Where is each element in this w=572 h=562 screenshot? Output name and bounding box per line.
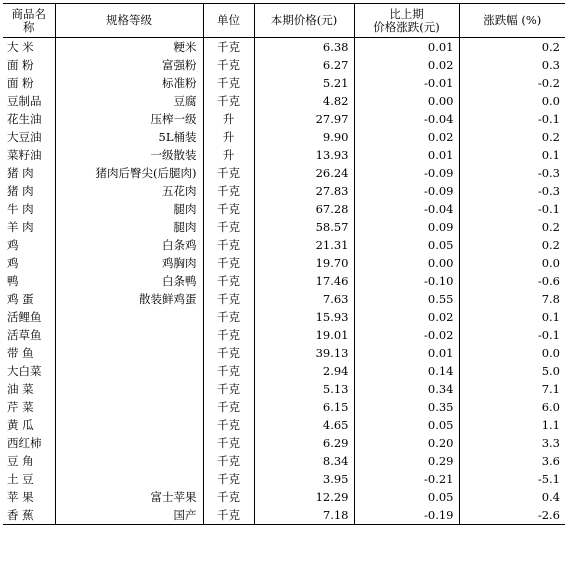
cell-pct: 0.0 bbox=[459, 344, 565, 362]
cell-change: 0.01 bbox=[354, 146, 459, 164]
cell-pct: 0.2 bbox=[459, 218, 565, 236]
cell-change: 0.02 bbox=[354, 128, 459, 146]
cell-spec bbox=[55, 416, 203, 434]
cell-change: -0.10 bbox=[354, 272, 459, 290]
cell-price: 4.65 bbox=[254, 416, 354, 434]
cell-spec: 猪肉后臀尖(后腿肉) bbox=[55, 164, 203, 182]
cell-unit: 千克 bbox=[203, 74, 254, 92]
cell-pct: 5.0 bbox=[459, 362, 565, 380]
header-change-line2: 价格涨跌(元) bbox=[373, 19, 440, 34]
cell-price: 5.13 bbox=[254, 380, 354, 398]
table-row bbox=[3, 290, 565, 308]
cell-change: 0.05 bbox=[354, 488, 459, 506]
cell-unit: 升 bbox=[203, 128, 254, 146]
cell-spec: 5L桶装 bbox=[55, 128, 203, 146]
cell-change: 0.00 bbox=[354, 92, 459, 110]
cell-price: 9.90 bbox=[254, 128, 354, 146]
price-table bbox=[3, 3, 565, 525]
cell-price: 12.29 bbox=[254, 488, 354, 506]
cell-pct: -0.1 bbox=[459, 326, 565, 344]
table-row bbox=[3, 110, 565, 128]
cell-spec bbox=[55, 470, 203, 488]
cell-price: 58.57 bbox=[254, 218, 354, 236]
cell-price: 6.38 bbox=[254, 38, 354, 57]
cell-name: 牛 肉 bbox=[7, 202, 34, 216]
table-row bbox=[3, 362, 565, 380]
table-row bbox=[3, 38, 565, 57]
cell-pct: -0.2 bbox=[459, 74, 565, 92]
table-row bbox=[3, 146, 565, 164]
cell-price: 3.95 bbox=[254, 470, 354, 488]
cell-unit: 千克 bbox=[203, 452, 254, 470]
cell-pct: -0.3 bbox=[459, 182, 565, 200]
header-spec: 规格等级 bbox=[55, 4, 203, 38]
cell-unit: 千克 bbox=[203, 308, 254, 326]
cell-pct: 0.2 bbox=[459, 128, 565, 146]
cell-change: -0.09 bbox=[354, 164, 459, 182]
cell-spec: 国产 bbox=[55, 506, 203, 525]
cell-price: 17.46 bbox=[254, 272, 354, 290]
cell-change: 0.34 bbox=[354, 380, 459, 398]
cell-spec: 腿肉 bbox=[55, 218, 203, 236]
cell-change: 0.29 bbox=[354, 452, 459, 470]
table-row bbox=[3, 506, 565, 525]
cell-name: 鸡 bbox=[7, 238, 19, 252]
cell-pct: 7.8 bbox=[459, 290, 565, 308]
cell-spec bbox=[55, 326, 203, 344]
cell-change: -0.04 bbox=[354, 200, 459, 218]
cell-change: -0.02 bbox=[354, 326, 459, 344]
cell-name: 豆制品 bbox=[7, 94, 42, 108]
table-row bbox=[3, 164, 565, 182]
cell-change: -0.19 bbox=[354, 506, 459, 525]
cell-name: 鸭 bbox=[7, 274, 19, 288]
header-change-line1: 比上期 bbox=[389, 6, 424, 21]
table-row bbox=[3, 236, 565, 254]
cell-price: 13.93 bbox=[254, 146, 354, 164]
cell-unit: 升 bbox=[203, 110, 254, 128]
cell-price: 67.28 bbox=[254, 200, 354, 218]
cell-price: 6.29 bbox=[254, 434, 354, 452]
cell-change: -0.01 bbox=[354, 74, 459, 92]
cell-pct: 0.4 bbox=[459, 488, 565, 506]
table-row bbox=[3, 380, 565, 398]
cell-pct: 0.1 bbox=[459, 146, 565, 164]
cell-name: 猪 肉 bbox=[7, 166, 34, 180]
cell-name: 油 菜 bbox=[7, 382, 34, 396]
table-row bbox=[3, 92, 565, 110]
cell-change: 0.02 bbox=[354, 308, 459, 326]
cell-pct: 1.1 bbox=[459, 416, 565, 434]
cell-spec: 富士苹果 bbox=[55, 488, 203, 506]
cell-price: 15.93 bbox=[254, 308, 354, 326]
cell-spec: 豆腐 bbox=[55, 92, 203, 110]
cell-unit: 千克 bbox=[203, 326, 254, 344]
cell-unit: 千克 bbox=[203, 470, 254, 488]
cell-spec: 压榨一级 bbox=[55, 110, 203, 128]
cell-name: 大 米 bbox=[7, 40, 34, 54]
table-row bbox=[3, 398, 565, 416]
cell-pct: -0.3 bbox=[459, 164, 565, 182]
cell-unit: 千克 bbox=[203, 416, 254, 434]
cell-spec: 一级散装 bbox=[55, 146, 203, 164]
cell-price: 27.83 bbox=[254, 182, 354, 200]
cell-price: 26.24 bbox=[254, 164, 354, 182]
cell-pct: 0.2 bbox=[459, 236, 565, 254]
cell-price: 19.01 bbox=[254, 326, 354, 344]
cell-spec: 腿肉 bbox=[55, 200, 203, 218]
header-pct: 涨跌幅 (%) bbox=[459, 4, 565, 38]
table-row bbox=[3, 74, 565, 92]
cell-spec bbox=[55, 434, 203, 452]
table-row bbox=[3, 308, 565, 326]
cell-name: 菜籽油 bbox=[7, 148, 42, 162]
cell-unit: 千克 bbox=[203, 218, 254, 236]
table-row bbox=[3, 128, 565, 146]
header-unit: 单位 bbox=[203, 4, 254, 38]
cell-price: 27.97 bbox=[254, 110, 354, 128]
cell-change: 0.35 bbox=[354, 398, 459, 416]
table-row bbox=[3, 416, 565, 434]
cell-spec: 标准粉 bbox=[55, 74, 203, 92]
table-row bbox=[3, 56, 565, 74]
cell-price: 4.82 bbox=[254, 92, 354, 110]
cell-name: 西红柿 bbox=[7, 436, 42, 450]
cell-change: 0.20 bbox=[354, 434, 459, 452]
cell-pct: 7.1 bbox=[459, 380, 565, 398]
cell-change: 0.09 bbox=[354, 218, 459, 236]
cell-spec bbox=[55, 362, 203, 380]
cell-pct: -2.6 bbox=[459, 506, 565, 525]
cell-change: 0.00 bbox=[354, 254, 459, 272]
cell-name: 羊 肉 bbox=[7, 220, 34, 234]
cell-unit: 千克 bbox=[203, 290, 254, 308]
cell-unit: 千克 bbox=[203, 398, 254, 416]
cell-spec bbox=[55, 380, 203, 398]
table-body bbox=[3, 38, 565, 525]
cell-change: -0.21 bbox=[354, 470, 459, 488]
cell-price: 6.15 bbox=[254, 398, 354, 416]
cell-unit: 升 bbox=[203, 146, 254, 164]
cell-name: 面 粉 bbox=[7, 58, 34, 72]
cell-change: 0.01 bbox=[354, 38, 459, 57]
cell-change: 0.01 bbox=[354, 344, 459, 362]
cell-change: 0.14 bbox=[354, 362, 459, 380]
cell-unit: 千克 bbox=[203, 92, 254, 110]
table-row bbox=[3, 200, 565, 218]
table-row bbox=[3, 452, 565, 470]
cell-unit: 千克 bbox=[203, 236, 254, 254]
cell-unit: 千克 bbox=[203, 344, 254, 362]
cell-spec bbox=[55, 452, 203, 470]
cell-pct: 0.0 bbox=[459, 92, 565, 110]
cell-name: 香 蕉 bbox=[3, 506, 55, 525]
cell-spec: 散装鲜鸡蛋 bbox=[55, 290, 203, 308]
cell-name: 芹 菜 bbox=[7, 400, 34, 414]
cell-spec: 鸡胸肉 bbox=[55, 254, 203, 272]
table-row bbox=[3, 488, 565, 506]
cell-price: 39.13 bbox=[254, 344, 354, 362]
table-row bbox=[3, 470, 565, 488]
cell-unit: 千克 bbox=[203, 506, 254, 525]
table-row bbox=[3, 434, 565, 452]
cell-unit: 千克 bbox=[203, 182, 254, 200]
table-row bbox=[3, 254, 565, 272]
cell-pct: 3.3 bbox=[459, 434, 565, 452]
cell-name: 活鲤鱼 bbox=[7, 310, 42, 324]
cell-name: 鸡 bbox=[7, 256, 19, 270]
cell-name: 猪 肉 bbox=[7, 184, 34, 198]
cell-pct: 0.0 bbox=[459, 254, 565, 272]
cell-unit: 千克 bbox=[203, 362, 254, 380]
cell-price: 7.18 bbox=[254, 506, 354, 525]
cell-pct: -0.1 bbox=[459, 200, 565, 218]
cell-name: 大白菜 bbox=[7, 364, 42, 378]
header-name: 商品名称 bbox=[3, 4, 55, 38]
cell-unit: 千克 bbox=[203, 38, 254, 57]
cell-pct: 0.1 bbox=[459, 308, 565, 326]
cell-unit: 千克 bbox=[203, 56, 254, 74]
cell-pct: -0.1 bbox=[459, 110, 565, 128]
cell-spec bbox=[55, 308, 203, 326]
table-row bbox=[3, 182, 565, 200]
cell-change: 0.55 bbox=[354, 290, 459, 308]
cell-unit: 千克 bbox=[203, 380, 254, 398]
cell-unit: 千克 bbox=[203, 488, 254, 506]
cell-spec: 粳米 bbox=[55, 38, 203, 57]
table-row bbox=[3, 218, 565, 236]
cell-name: 面 粉 bbox=[7, 76, 34, 90]
cell-unit: 千克 bbox=[203, 200, 254, 218]
cell-spec: 白条鸡 bbox=[55, 236, 203, 254]
cell-spec: 五花肉 bbox=[55, 182, 203, 200]
cell-pct: -5.1 bbox=[459, 470, 565, 488]
table-row bbox=[3, 326, 565, 344]
cell-change: -0.04 bbox=[354, 110, 459, 128]
cell-price: 2.94 bbox=[254, 362, 354, 380]
cell-price: 6.27 bbox=[254, 56, 354, 74]
cell-pct: 0.3 bbox=[459, 56, 565, 74]
cell-name: 苹 果 bbox=[7, 490, 34, 504]
cell-change: -0.09 bbox=[354, 182, 459, 200]
cell-spec bbox=[55, 398, 203, 416]
header-row bbox=[3, 4, 565, 38]
cell-name: 黄 瓜 bbox=[7, 418, 34, 432]
cell-change: 0.02 bbox=[354, 56, 459, 74]
cell-spec: 白条鸭 bbox=[55, 272, 203, 290]
cell-price: 7.63 bbox=[254, 290, 354, 308]
cell-name: 大豆油 bbox=[7, 130, 42, 144]
table-row bbox=[3, 344, 565, 362]
cell-change: 0.05 bbox=[354, 236, 459, 254]
cell-spec: 富强粉 bbox=[55, 56, 203, 74]
cell-pct: 0.2 bbox=[459, 38, 565, 57]
cell-name: 鸡 蛋 bbox=[7, 292, 34, 306]
cell-name: 花生油 bbox=[7, 112, 42, 126]
cell-name: 豆 角 bbox=[7, 454, 34, 468]
cell-unit: 千克 bbox=[203, 254, 254, 272]
cell-price: 21.31 bbox=[254, 236, 354, 254]
cell-price: 5.21 bbox=[254, 74, 354, 92]
cell-change: 0.05 bbox=[354, 416, 459, 434]
cell-price: 19.70 bbox=[254, 254, 354, 272]
cell-price: 8.34 bbox=[254, 452, 354, 470]
cell-name: 活草鱼 bbox=[7, 328, 42, 342]
header-change bbox=[354, 4, 459, 38]
cell-name: 带 鱼 bbox=[7, 346, 34, 360]
cell-unit: 千克 bbox=[203, 272, 254, 290]
cell-pct: -0.6 bbox=[459, 272, 565, 290]
table-row bbox=[3, 272, 565, 290]
header-price: 本期价格(元) bbox=[254, 4, 354, 38]
cell-spec bbox=[55, 344, 203, 362]
table-header bbox=[3, 4, 565, 38]
cell-name: 土 豆 bbox=[7, 472, 34, 486]
cell-pct: 3.6 bbox=[459, 452, 565, 470]
cell-unit: 千克 bbox=[203, 434, 254, 452]
cell-pct: 6.0 bbox=[459, 398, 565, 416]
cell-unit: 千克 bbox=[203, 164, 254, 182]
